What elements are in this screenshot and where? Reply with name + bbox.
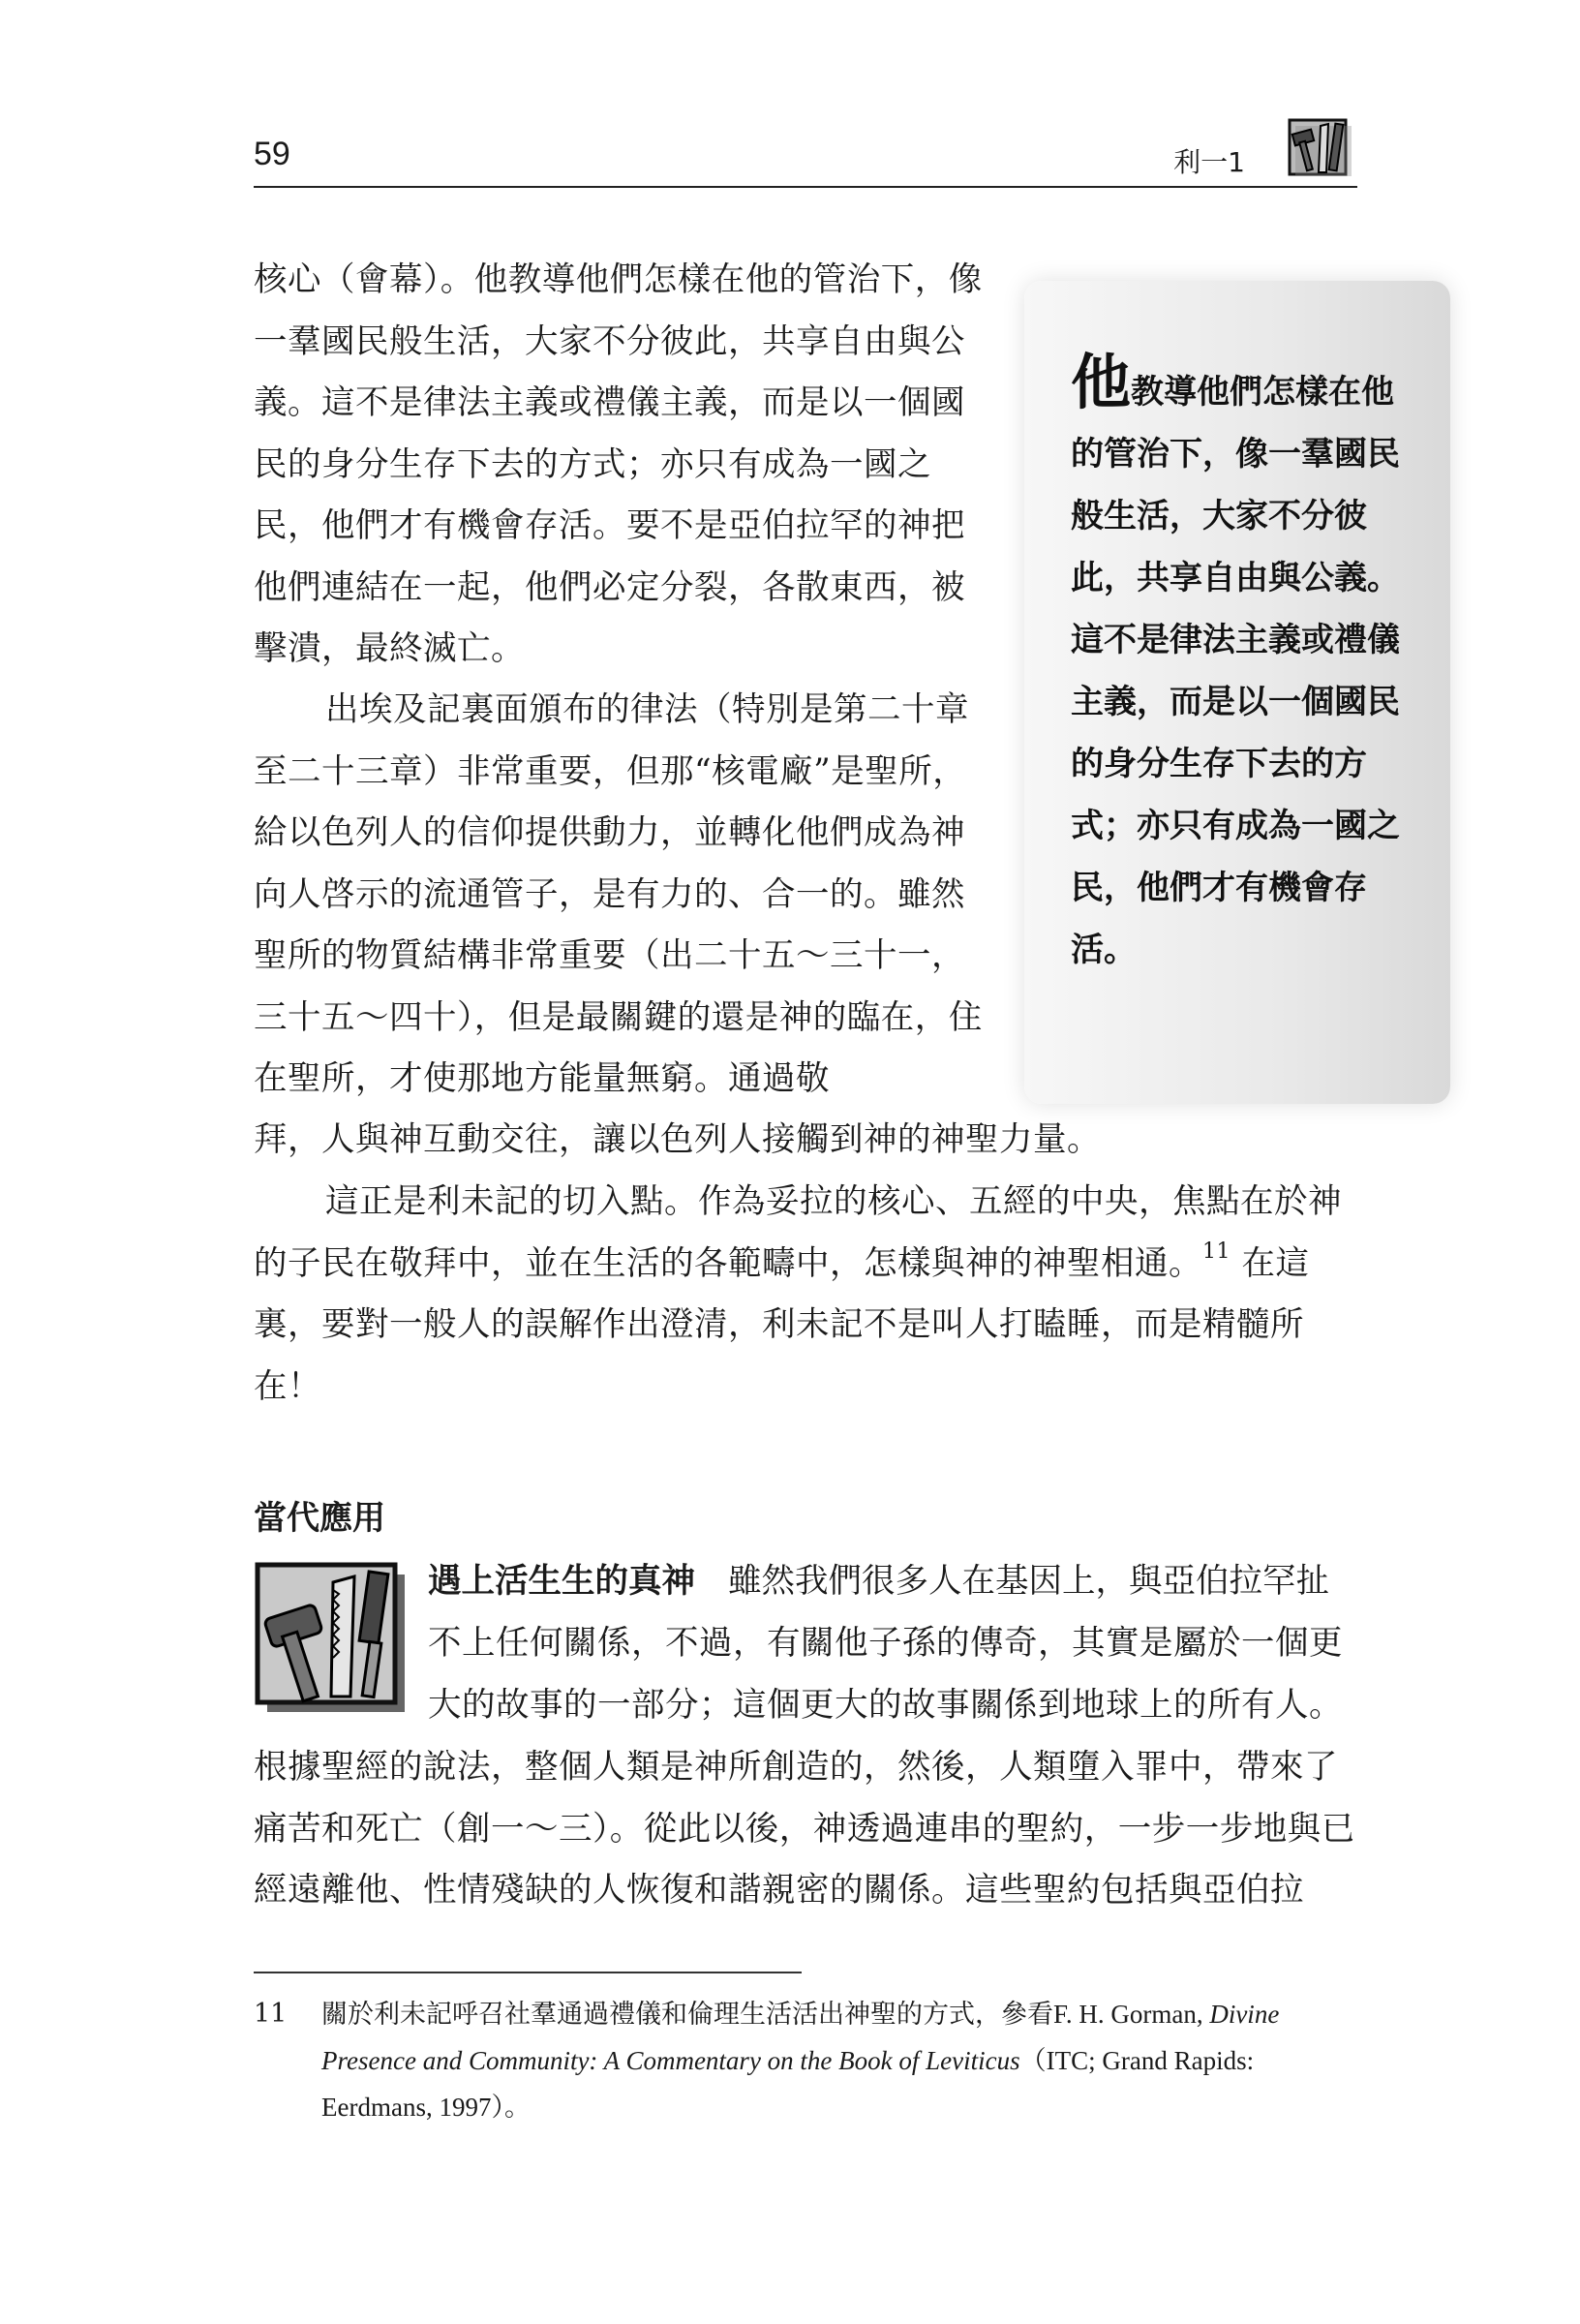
page-number: 59 bbox=[254, 136, 290, 172]
footnote-text-b: （ITC; Grand Rapids: Eerdmans, 1997）。 bbox=[321, 2046, 1255, 2122]
body-paragraph-1: 核心（會幕）。他教導他們怎樣在他的管治下，像一羣國民般生活，大家不分彼此，共享自由與公義。這不是律法主義或禮儀主義，而是以一個國民的身分生存下去的方式；亦只有成為一國之民，他們才有機會存活。要不是亞伯拉罕的神把他們連結在一起，他們必定分裂，各散東西，被擊潰，最終滅亡。 bbox=[254, 260, 983, 668]
application-text-c: 根據聖經的說法，整個人類是神所創造的，然後，人類墮入罪中，帶來了痛苦和死亡（創一～三）。從此以後，神透過連串的聖約，一步一步地與已經遠離他、性情殘缺的人恢復和諧親密的關係。這些聖約包括與亞伯拉 bbox=[254, 1748, 1355, 1910]
pull-quote-drop-char: 他 bbox=[1071, 347, 1132, 417]
tools-icon bbox=[254, 1561, 409, 1716]
pull-quote-body: 教導他們怎樣在他的管治下，像一羣國民般生活，大家不分彼此，共享自由與公義。這不是律法主義或禮儀主義，而是以一個國民的身分生存下去的方式；亦只有成為一國之民，他們才有機會存活。 bbox=[1071, 373, 1400, 969]
paragraph-3-text-b: 在這裏，要對一般人的誤解作出澄清，利未記不是叫人打瞌睡，而是精髓所在！ bbox=[254, 1243, 1310, 1406]
application-text-b: 不上任何關係，不過，有關他子孫的傳奇，其實是屬於一個更大的故事的一部分；這個更大的故事關係到地球上的所有人。 bbox=[428, 1624, 1343, 1725]
footnote-number: 11 bbox=[254, 1999, 288, 2029]
paragraph-3-text-a: 這正是利未記的切入點。作為妥拉的核心、五經的中央，焦點在於神的子民在敬拜中，並在生活的各範疇中，怎樣與神的神聖相通。 bbox=[254, 1182, 1342, 1283]
footnote-ref[interactable]: 11 bbox=[1202, 1239, 1231, 1264]
application-first-line bbox=[428, 1551, 1357, 1613]
body-paragraph-2-tail: 拜，人與神互動交往，讓以色列人接觸到神的神聖力量。 bbox=[254, 1120, 1101, 1159]
application-text-a: 雖然我們很多人在基因上，與亞伯拉罕扯 bbox=[728, 1562, 1329, 1601]
application-subtitle: 遇上活生生的真神 bbox=[428, 1562, 695, 1601]
header-rule bbox=[254, 186, 1357, 188]
footnote-book-title: Divine Presence and Community: A Commentary on the Book of Leviticus bbox=[321, 2000, 1280, 2075]
running-title: 利一1 bbox=[1173, 146, 1245, 178]
pull-quote-text bbox=[1071, 347, 1400, 981]
footnote-text bbox=[321, 1991, 1357, 2130]
footnote-rule bbox=[254, 1972, 802, 1973]
body-paragraph-2: 出埃及記裏面頒布的律法（特別是第二十章至二十三章）非常重要，但那“核電廠”是聖所，給以色列人的信仰提供動力，並轉化他們成為神向人啓示的流通管子，是有力的、合一的。雖然聖所的物質結構非常重要（出二十五～三十一，三十五～四十），但是最關鍵的還是神的臨在，住在聖所，才使那地方能量無窮。通過敬 bbox=[254, 690, 983, 1098]
section-heading: 當代應用 bbox=[254, 1499, 385, 1538]
footnote-text-a: 關於利未記呼召社羣通過禮儀和倫理生活活出神聖的方式，參看F. H. Gorman, bbox=[321, 2000, 1210, 2029]
tools-icon bbox=[1288, 118, 1353, 178]
body-paragraph-3 bbox=[254, 1172, 1357, 1418]
